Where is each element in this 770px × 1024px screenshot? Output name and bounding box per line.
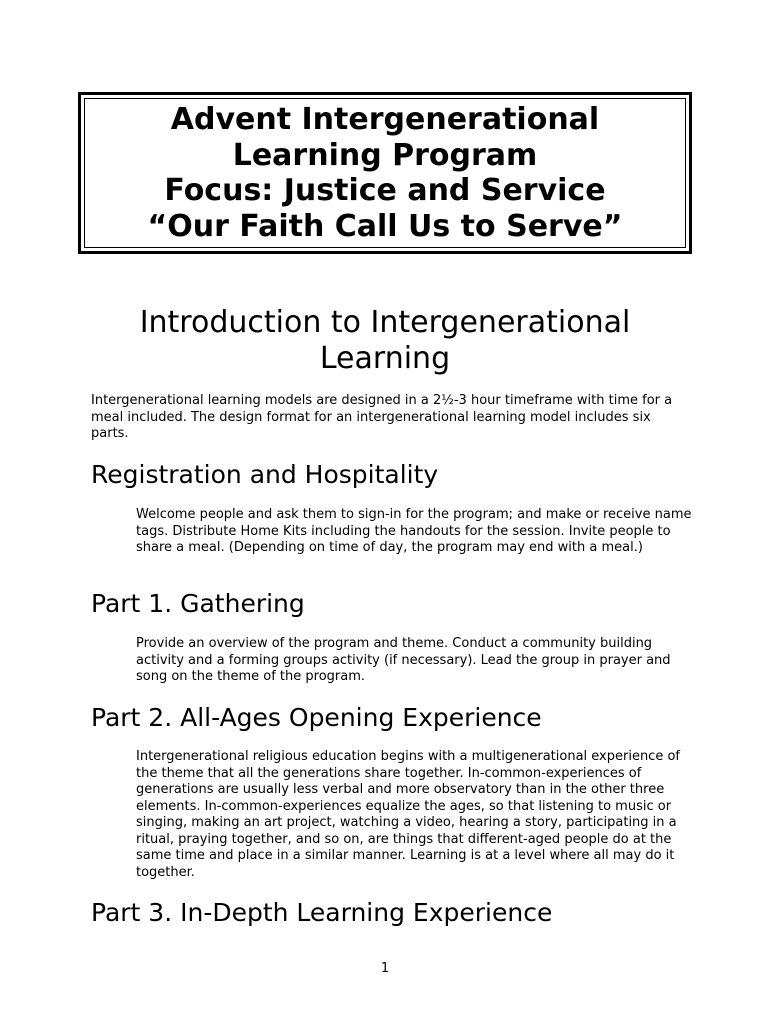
section-paragraph-opening-experience: Intergenerational religious education begins with a multigenerational experience of the theme that all the generations share together. In-common-experiences of generations are usually less verbal and more observatory than in the other three elements. In-common-experiences equalize the ages, so that listening to music or singing, making an art project, watching a video, hearing a story, participating in a ritual, praying together, and so on, are things that different-aged people do at the same time and place in a similar manner. Learning is at a level where all may do it together. [136, 749, 680, 880]
section-heading-registration: Registration and Hospitality [91, 460, 439, 489]
title-line-2: Learning Program [232, 137, 538, 173]
intro-heading-line-1: Introduction to Intergenerational [139, 305, 631, 340]
section-paragraph-gathering: Provide an overview of the program and theme. Conduct a community building activity and a forming groups activity (if necessary). Lead the group in prayer and song on the theme of the program. [136, 636, 671, 684]
intro-heading [90, 305, 680, 377]
page-number: 1 [380, 961, 390, 976]
title-line-1: Advent Intergenerational [170, 102, 600, 137]
intro-heading-line-2: Learning [319, 341, 451, 376]
title-line-4: “Our Faith Call Us to Serve” [147, 208, 623, 244]
title-box-inner [84, 98, 686, 248]
section-heading-gathering: Part 1. Gathering [91, 589, 305, 618]
intro-paragraph: Intergenerational learning models are designed in a 2½-3 hour timeframe with time for a meal included. The design format for an intergenerational learning model includes six parts. [91, 393, 673, 441]
section-heading-opening-experience: Part 2. All-Ages Opening Experience [91, 703, 542, 732]
title-box [78, 92, 692, 254]
section-paragraph-registration: Welcome people and ask them to sign-in for the program; and make or receive name tags. Distribute Home Kits including the handouts for the session. Invite people to share a meal. (Depending on time of day, the program may end with a meal.) [136, 507, 692, 555]
title-line-3: Focus: Justice and Service [164, 173, 606, 208]
section-heading-in-depth-learning: Part 3. In-Depth Learning Experience [91, 898, 553, 927]
